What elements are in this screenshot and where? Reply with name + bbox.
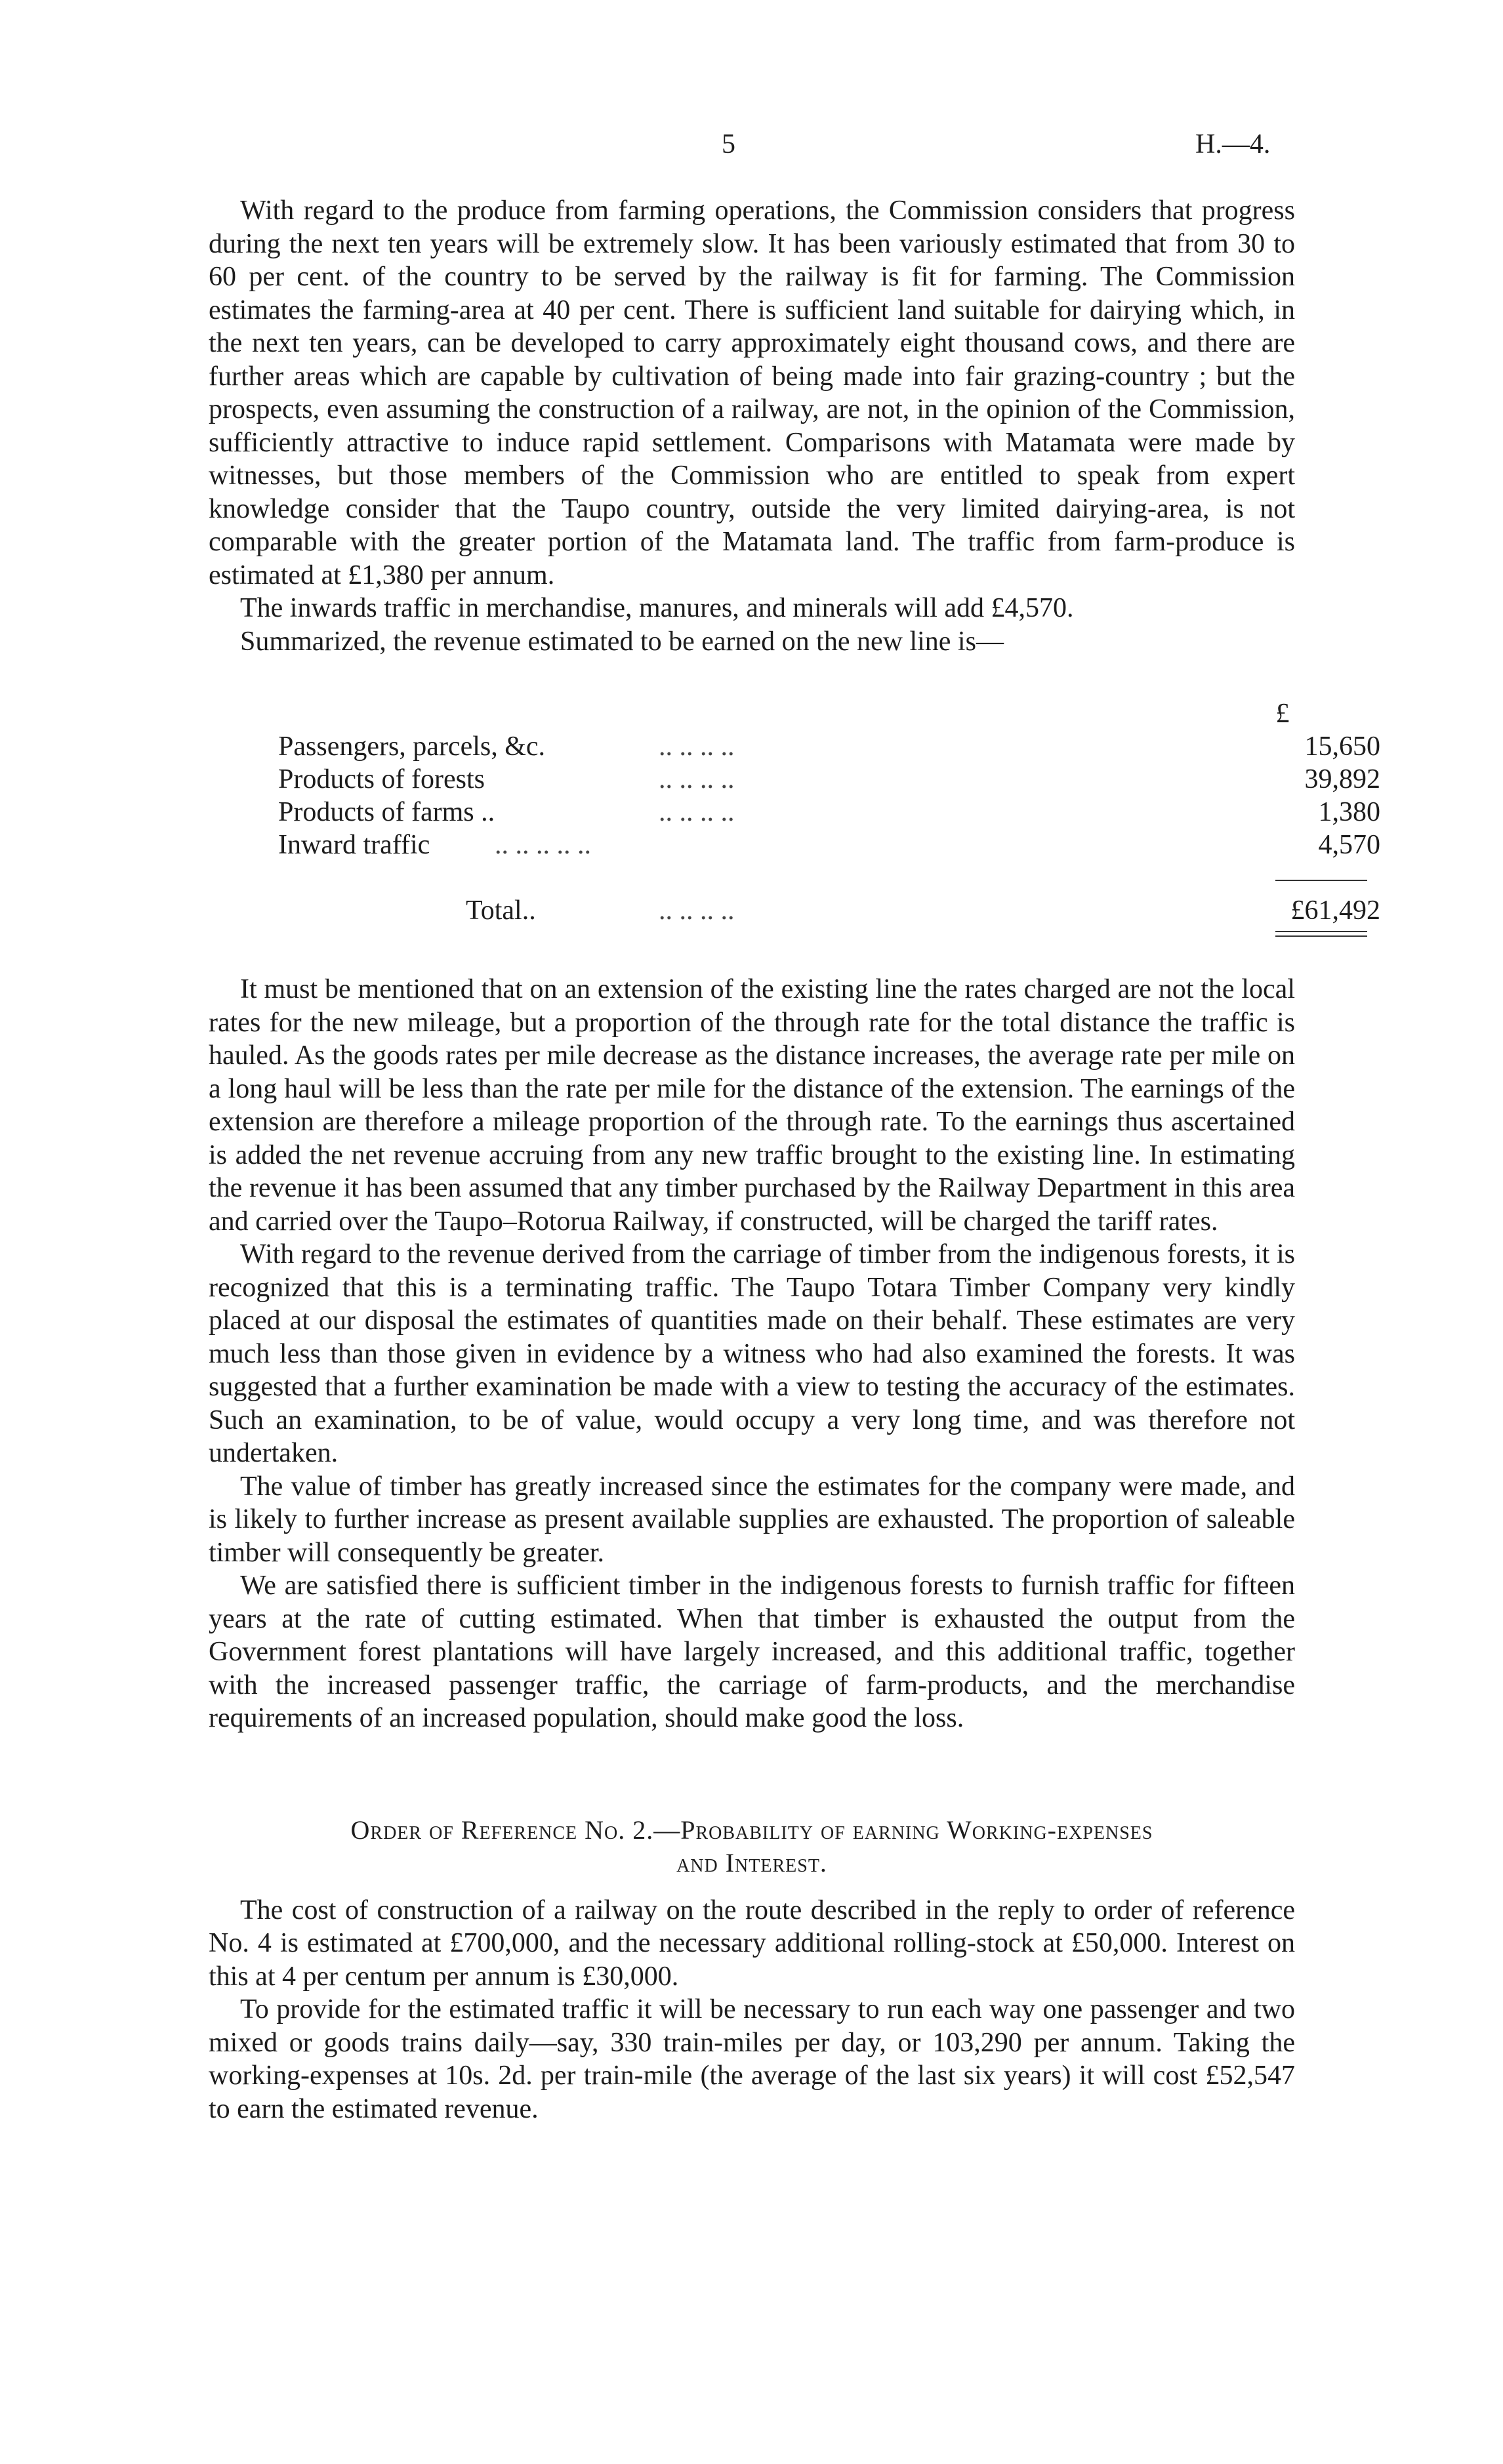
total-label: Total..	[466, 895, 536, 926]
row-label: Products of forests	[278, 764, 485, 794]
paragraph: With regard to the revenue derived from the carriage of timber from the indigenous forests, it is recognized that this is a terminating traffic. The Taupo Totara Timber Company very kindly placed at our disposal the estimates of quantities made on their behalf. These estimates are very much less than those given in evidence by a witness who had also examined the forests. It was suggested that a further examination be made with a view to testing the accuracy of the estimates. Such an examination, to be of value, would occupy a very long time, and was therefore not undertaken.	[209, 1239, 1295, 1468]
paragraph: With regard to the produce from farming operations, the Commission considers that progress during the next ten years will be extremely slow. It has been variously estimated that from 30 to 60 per cent. of the country to be served by the railway is fit for farming. The Commission estimates the farming-area at 40 per cent. There is sufficient land suitable for dairying which, in the next ten years, can be developed to carry approximately eight thousand cows, and there are further areas which are capable by cultivation of being made into fair grazing-country ; but the prospects, even assuming the construction of a railway, are not, in the opinion of the Commission, sufficiently attractive to induce rapid settlement. Comparisons with Matamata were made by witnesses, but those members of the Commission who are entitled to speak from expert knowledge consider that the Taupo country, outside the very limited dairying-area, is not comparable with the greater portion of the Matamata land. The traffic from farm-produce is estimated at £1,380 per annum.	[209, 195, 1295, 590]
section-heading-line: and Interest.	[676, 1847, 827, 1878]
paragraph: The value of timber has greatly increased since the estimates for the company were made, and is likely to further increase as present available supplies are exhausted. The proportion of saleable timber will consequently be greater.	[209, 1471, 1295, 1568]
total-double-rule	[1275, 935, 1367, 937]
row-value: 1,380	[1318, 797, 1380, 827]
row-label: Inward traffic	[278, 830, 430, 860]
total-row	[278, 894, 1380, 927]
row-value: 15,650	[1304, 731, 1380, 762]
row-label: Passengers, parcels, &c.	[278, 731, 546, 762]
document-reference: H.—4.	[1195, 129, 1271, 159]
paragraph: The cost of construction of a railway on the route described in the reply to order of reference No. 4 is estimated at £700,000, and the necessary additional rolling-stock at £50,000. Interest on this at 4 per centum per annum is £30,000.	[209, 1895, 1295, 1992]
section-heading-line: Order of Reference No. 2.—Probability of earning Working-expenses	[350, 1815, 1153, 1845]
table-row	[278, 796, 1380, 829]
revenue-table	[209, 697, 1380, 973]
section-heading	[209, 1814, 1295, 1879]
document-body	[209, 194, 1380, 2125]
paragraph: It must be mentioned that on an extension of the existing line the rates charged are not the local rates for the new mileage, but a proportion of the through rate for the total distance the traffic is hauled. As the goods rates per mile decrease as the distance increases, the average rate per mile on a long haul will be less than the rate per mile for the distance of the extension. The earnings of the extension are therefore a mileage proportion of the through rate. To the earnings thus ascertained is added the net revenue accruing from any new traffic brought to the existing line. In estimating the revenue it has been assumed that any timber purchased by the Railway Department in this area and carried over the Taupo–Rotorua Railway, if constructed, will be charged the tariff rates.	[209, 974, 1295, 1237]
subtotal-rule	[1275, 880, 1367, 881]
page-number: 5	[722, 129, 735, 159]
total-double-rule	[1275, 931, 1367, 932]
row-value: 39,892	[1304, 764, 1380, 794]
paragraph: The inwards traffic in merchandise, manures, and minerals will add £4,570.	[240, 593, 1074, 623]
paragraph: To provide for the estimated traffic it will be necessary to run each way one passenger and two mixed or goods trains daily—say, 330 train-miles per day, or 103,290 per annum. Taking the working-expenses at 10s. 2d. per train-mile (the average of the last six years) it will cost £52,547 to earn the estimated revenue.	[209, 1994, 1295, 2124]
table-row	[278, 763, 1380, 796]
leader-dots: .. .. .. ..	[659, 764, 735, 794]
leader-dots: .. .. .. .. ..	[495, 830, 591, 860]
table-row	[278, 730, 1380, 763]
total-value: £61,492	[1290, 895, 1380, 926]
paragraph: We are satisfied there is sufficient timber in the indigenous forests to furnish traffic for fifteen years at the rate of cutting estimated. When that timber is exhausted the output from the Government forest plantations will have largely increased, and this additional traffic, together with the increased passenger traffic, the carriage of farm-products, and the merchandise requirements of an increased population, should make good the loss.	[209, 1571, 1295, 1733]
leader-dots: .. .. .. ..	[659, 731, 735, 762]
currency-header: £	[1275, 699, 1290, 729]
row-label: Products of farms ..	[278, 797, 495, 827]
row-value: 4,570	[1318, 830, 1380, 860]
paragraph: Summarized, the revenue estimated to be earned on the new line is—	[240, 626, 1004, 657]
table-row	[278, 829, 1380, 861]
leader-dots: .. .. .. ..	[659, 895, 735, 926]
leader-dots: .. .. .. ..	[659, 797, 735, 827]
